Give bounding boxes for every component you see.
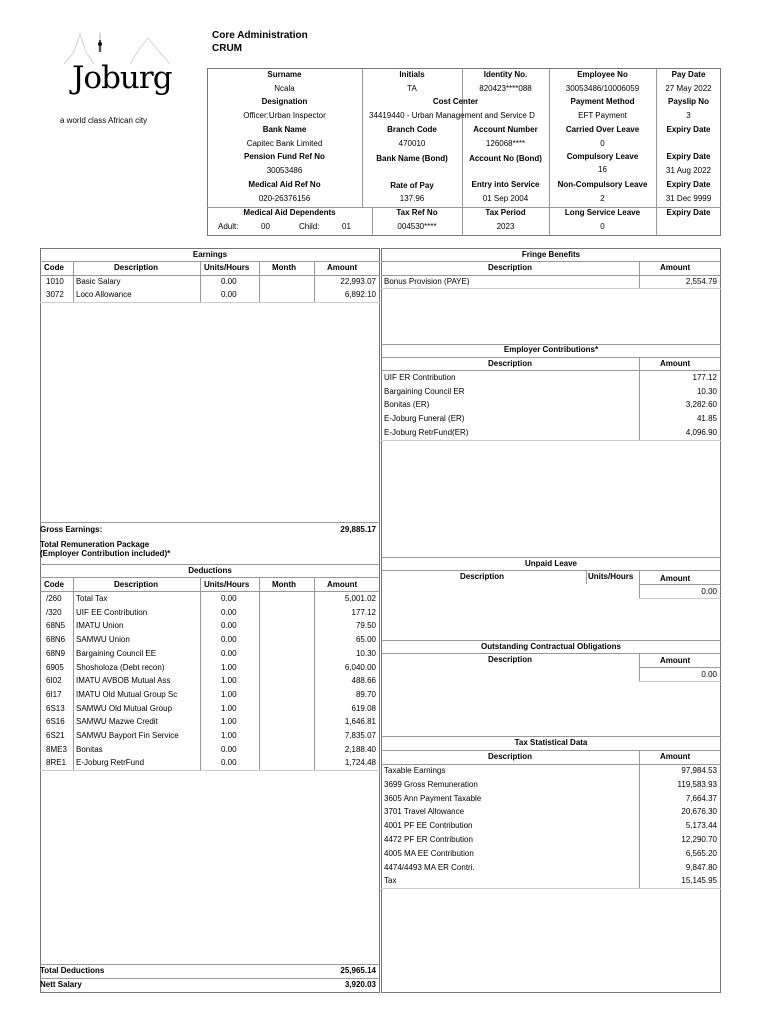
- total-deductions-value: 25,965.14: [340, 966, 376, 975]
- table-row: [381, 819, 721, 833]
- table-row: [381, 385, 721, 399]
- value-employee-no: 30053486/10006059: [565, 84, 640, 93]
- row-code: 68N9: [46, 648, 66, 658]
- ec-col-amount: Amount: [660, 359, 691, 368]
- row-description: UIF ER Contribution: [384, 373, 456, 382]
- row-description: 3701 Travel Allowance: [384, 807, 465, 817]
- gross-earnings-label: Gross Earnings:: [40, 525, 103, 534]
- row-units: 1.00: [221, 689, 237, 699]
- row-units: 0.00: [221, 758, 237, 768]
- table-row: [40, 661, 380, 675]
- row-amount: 10.30: [696, 386, 717, 396]
- label-carried-over-leave: Carried Over Leave: [565, 125, 640, 134]
- nett-salary-label: Nett Salary: [40, 980, 82, 989]
- col-amount: Amount: [327, 580, 358, 589]
- row-code: 68N5: [46, 621, 66, 631]
- table-row: [40, 606, 380, 620]
- row-description: Taxable Earnings: [384, 766, 446, 775]
- obligations-title: Outstanding Contractual Obligations: [481, 642, 621, 651]
- row-amount: 15,145.95: [681, 876, 717, 886]
- row-description: 4005 MA EE Contribution: [384, 848, 474, 858]
- obligations-amount: 0.00: [701, 670, 717, 679]
- row-description: E-Joburg RetrFund: [76, 758, 145, 768]
- value-identity-no: 820423****088: [479, 84, 532, 93]
- logo-tagline: a world class African city: [60, 116, 148, 125]
- table-row: [40, 592, 380, 606]
- label-bank-name-bond: Bank Name (Bond): [376, 154, 448, 163]
- label-long-service-leave: Long Service Leave: [564, 208, 641, 217]
- total-deductions-label: Total Deductions: [40, 966, 105, 975]
- row-amount: 7,835.07: [344, 731, 376, 740]
- row-amount: 2,188.40: [344, 744, 376, 754]
- value-entry-into-service: 01 Sep 2004: [482, 194, 529, 203]
- label-employee-no: Employee No: [577, 70, 628, 79]
- table-row: [40, 688, 380, 702]
- row-amount: 97,984.53: [681, 766, 717, 775]
- row-code: 8RE1: [46, 758, 67, 768]
- col-month: Month: [272, 580, 296, 589]
- nett-salary-value: 3,920.03: [344, 980, 376, 989]
- row-units: 1.00: [221, 676, 237, 686]
- ul-col-description: Description: [460, 572, 505, 581]
- label-tax-period: Tax Period: [485, 208, 526, 217]
- row-amount: 9,847.80: [685, 862, 717, 872]
- fringe-col-amount: Amount: [660, 263, 691, 272]
- table-row: [381, 861, 721, 875]
- row-units: 0.00: [221, 607, 237, 617]
- unpaid-leave-amount: 0.00: [701, 587, 717, 596]
- row-description: Shosholoza (Debt recon): [76, 662, 165, 672]
- row-description: 3605 Ann Payment Taxable: [384, 793, 482, 803]
- row-amount: 4,096.90: [685, 427, 717, 437]
- label-surname: Surname: [267, 70, 302, 79]
- deductions-header-row: [40, 578, 380, 592]
- col-code: Code: [44, 580, 64, 589]
- table-row: [40, 633, 380, 647]
- row-code: /260: [46, 594, 62, 603]
- row-code: 6S13: [46, 703, 65, 713]
- table-row: [381, 874, 721, 888]
- label-child: Child:: [299, 222, 320, 231]
- row-description: SAMWU Bayport Fin Service: [76, 731, 179, 740]
- table-row: [40, 288, 380, 302]
- row-units: 0.00: [221, 648, 237, 658]
- row-description: Bargaining Council ER: [384, 386, 465, 396]
- row-description: IMATU AVBOB Mutual Ass: [76, 676, 171, 686]
- table-row: [381, 398, 721, 412]
- row-amount: 41.85: [696, 414, 717, 424]
- table-row: [381, 833, 721, 847]
- value-pension-ref: 30053486: [266, 166, 303, 175]
- row-amount: 177.12: [351, 607, 376, 617]
- row-description: 3699 Gross Remuneration: [384, 779, 478, 789]
- col-units: Units/Hours: [204, 580, 250, 589]
- table-row: [40, 729, 380, 743]
- row-description: IMATU Union: [76, 621, 124, 631]
- row-code: 8ME3: [46, 744, 67, 754]
- value-non-compulsory-leave: 2: [600, 194, 605, 203]
- row-description: 4001 PF EE Contribution: [384, 821, 473, 831]
- row-code: 68N6: [46, 635, 66, 645]
- ob-col-description: Description: [488, 655, 533, 664]
- row-units: 1.00: [221, 703, 237, 713]
- value-tax-ref: 004530****: [397, 222, 437, 231]
- row-amount: 6,040.00: [344, 662, 376, 672]
- label-expiry-date-2: Expiry Date: [666, 152, 711, 161]
- row-units: 0.00: [221, 621, 237, 631]
- row-amount: 10.30: [355, 648, 376, 658]
- row-description: E-Joburg Funeral (ER): [384, 414, 465, 424]
- label-pay-date: Pay Date: [671, 70, 706, 79]
- row-description: UIF EE Contribution: [76, 607, 148, 617]
- value-adult: 00: [261, 222, 270, 231]
- row-code: 6905: [46, 662, 64, 672]
- label-bank-name: Bank Name: [262, 125, 307, 134]
- table-row: [381, 792, 721, 806]
- tax-col-description: Description: [488, 752, 533, 761]
- label-adult: Adult:: [218, 222, 239, 231]
- value-long-service-leave: 0: [600, 222, 605, 231]
- value-rate-of-pay: 137.96: [399, 194, 425, 203]
- row-amount: 65.00: [355, 635, 376, 645]
- row-amount: 6,892.10: [344, 290, 376, 299]
- value-compulsory-expiry: 31 Aug 2022: [666, 166, 711, 175]
- employer-contributions-title: Employer Contributions*: [503, 345, 599, 354]
- fringe-title: Fringe Benefits: [521, 250, 581, 259]
- label-tax-ref: Tax Ref No: [396, 208, 438, 217]
- label-pension-ref: Pension Fund Ref No: [244, 152, 325, 161]
- row-units: 0.00: [221, 290, 237, 299]
- label-payslip-no: Payslip No: [668, 97, 709, 106]
- row-amount: 488.66: [351, 676, 376, 686]
- row-amount: 119,583.93: [677, 779, 717, 789]
- row-description: Bonitas (ER): [384, 400, 430, 410]
- gross-earnings-value: 29,885.17: [340, 525, 376, 534]
- earnings-header-row: [40, 261, 380, 275]
- table-row: [40, 743, 380, 757]
- label-medical-ref: Medical Aid Ref No: [248, 180, 321, 189]
- unpaid-leave-title: Unpaid Leave: [524, 559, 577, 568]
- row-description: Bargaining Council EE: [76, 648, 157, 658]
- label-designation: Designation: [261, 97, 308, 106]
- col-amount: Amount: [327, 263, 358, 272]
- value-designation: Officer:Urban Inspector: [243, 111, 326, 120]
- value-cost-center: 34419440 - Urban Management and Service D: [369, 112, 535, 120]
- row-description: SAMWU Old Mutual Group: [76, 703, 173, 713]
- col-description: Description: [114, 580, 159, 589]
- row-amount: 1,724.48: [344, 758, 376, 768]
- label-expiry-date-3: Expiry Date: [666, 180, 711, 189]
- fringe-col-description: Description: [488, 263, 533, 272]
- value-carried-over-leave: 0: [600, 139, 605, 148]
- col-units: Units/Hours: [204, 263, 250, 272]
- row-description: Total Tax: [76, 594, 108, 603]
- value-surname: Ncala: [274, 84, 295, 93]
- earnings-title: Earnings: [192, 250, 228, 259]
- tax-data-title: Tax Statistical Data: [514, 738, 588, 747]
- row-code: 1010: [46, 277, 64, 286]
- label-medical-dependents: Medical Aid Dependents: [243, 208, 336, 217]
- table-row: [40, 715, 380, 729]
- col-code: Code: [44, 263, 64, 272]
- row-units: 0.00: [221, 635, 237, 645]
- row-amount: 22,993.07: [340, 277, 376, 286]
- row-amount: 20,676.30: [681, 807, 717, 817]
- remuneration-package-note: (Employer Contribution included)*: [40, 549, 171, 558]
- row-description: Bonitas: [76, 744, 103, 754]
- row-amount: 2,554.79: [685, 277, 717, 286]
- row-units: 1.00: [221, 731, 237, 740]
- row-amount: 79.50: [355, 621, 376, 631]
- ul-col-amount: Amount: [660, 574, 691, 583]
- col-month: Month: [272, 263, 296, 272]
- table-row: [381, 778, 721, 792]
- row-code: 6I17: [46, 689, 62, 699]
- ul-col-units: Units/Hours: [588, 572, 634, 581]
- row-description: IMATU Old Mutual Group Sc: [76, 689, 178, 699]
- row-code: 6S16: [46, 717, 65, 727]
- row-description: E-Joburg RetrFund(ER): [384, 427, 469, 437]
- row-amount: 12,290.70: [681, 835, 717, 844]
- row-code: 3072: [46, 290, 64, 299]
- value-child: 01: [342, 222, 351, 231]
- col-description: Description: [114, 263, 159, 272]
- row-units: 1.00: [221, 717, 237, 727]
- label-non-compulsory-leave: Non-Compulsory Leave: [557, 180, 648, 189]
- row-amount: 177.12: [692, 373, 717, 382]
- table-row: [381, 371, 721, 385]
- row-amount: 5,173.44: [685, 821, 717, 831]
- row-amount: 5,001.02: [344, 594, 376, 603]
- row-code: 6S21: [46, 731, 65, 740]
- label-payment-method: Payment Method: [570, 97, 635, 106]
- value-compulsory-leave: 16: [598, 165, 607, 174]
- table-row: [381, 426, 721, 440]
- label-account-number: Account Number: [473, 125, 538, 134]
- logo-wordmark: Joburg: [72, 60, 172, 96]
- value-branch-code: 470010: [398, 139, 426, 148]
- table-row: [381, 275, 721, 289]
- table-row: [381, 847, 721, 861]
- label-account-no-bond: Account No (Bond): [469, 154, 542, 163]
- row-description: 4474/4493 MA ER Contri.: [384, 862, 475, 872]
- value-non-compulsory-expiry: 31 Dec 9999: [665, 194, 712, 203]
- row-description: 4472 PF ER Contribution: [384, 835, 473, 844]
- row-code: /320: [46, 607, 62, 617]
- ob-col-amount: Amount: [660, 656, 691, 665]
- table-row: [40, 674, 380, 688]
- label-expiry-date-4: Expiry Date: [666, 208, 711, 217]
- row-amount: 1,646.81: [344, 717, 376, 727]
- page-subtitle: CRUM: [212, 43, 242, 54]
- value-tax-period: 2023: [496, 222, 515, 231]
- row-amount: 6,565.20: [685, 848, 717, 858]
- table-row: [40, 619, 380, 633]
- label-cost-center: Cost Center: [432, 97, 479, 106]
- label-initials: Initials: [399, 70, 425, 79]
- remuneration-package-label: Total Remuneration Package: [40, 540, 150, 549]
- label-branch-code: Branch Code: [387, 125, 437, 134]
- value-initials: TA: [407, 84, 417, 93]
- table-row: [40, 647, 380, 661]
- joburg-logo: [60, 30, 180, 130]
- row-amount: 89.70: [355, 689, 376, 699]
- page-title: Core Administration: [212, 30, 308, 41]
- table-row: [40, 275, 380, 289]
- value-payment-method: EFT Payment: [578, 111, 627, 120]
- ec-col-description: Description: [488, 359, 533, 368]
- table-row: [40, 756, 380, 770]
- row-units: 0.00: [221, 594, 237, 603]
- row-description: Tax: [384, 876, 397, 886]
- row-description: Bonus Provision (PAYE): [384, 277, 470, 286]
- value-payslip-no: 3: [686, 111, 691, 120]
- row-units: 1.00: [221, 662, 237, 672]
- row-description: Loco Allowance: [76, 290, 132, 299]
- deductions-title: Deductions: [188, 566, 232, 575]
- table-row: [381, 412, 721, 426]
- value-pay-date: 27 May 2022: [665, 84, 712, 93]
- value-bank-name: Capitec Bank Limited: [246, 139, 323, 148]
- row-units: 0.00: [221, 744, 237, 754]
- row-amount: 619.08: [351, 703, 376, 713]
- tax-col-amount: Amount: [660, 752, 691, 761]
- table-row: [40, 702, 380, 716]
- label-expiry-date-1: Expiry Date: [666, 125, 711, 134]
- value-medical-ref: 020-26376156: [258, 194, 311, 203]
- value-account-number: 126068****: [485, 139, 526, 148]
- row-amount: 3,282.60: [685, 400, 717, 410]
- row-units: 0.00: [221, 277, 237, 286]
- table-row: [381, 764, 721, 778]
- row-amount: 7,664.37: [685, 793, 717, 803]
- table-row: [381, 805, 721, 819]
- label-entry-into-service: Entry into Service: [471, 180, 540, 189]
- row-description: SAMWU Mazwe Credit: [76, 717, 158, 727]
- label-identity-no: Identity No.: [483, 70, 528, 79]
- row-code: 6I02: [46, 676, 62, 686]
- label-compulsory-leave: Compulsory Leave: [566, 152, 639, 161]
- row-description: Basic Salary: [76, 277, 121, 286]
- label-rate-of-pay: Rate of Pay: [390, 181, 434, 190]
- row-description: SAMWU Union: [76, 635, 130, 645]
